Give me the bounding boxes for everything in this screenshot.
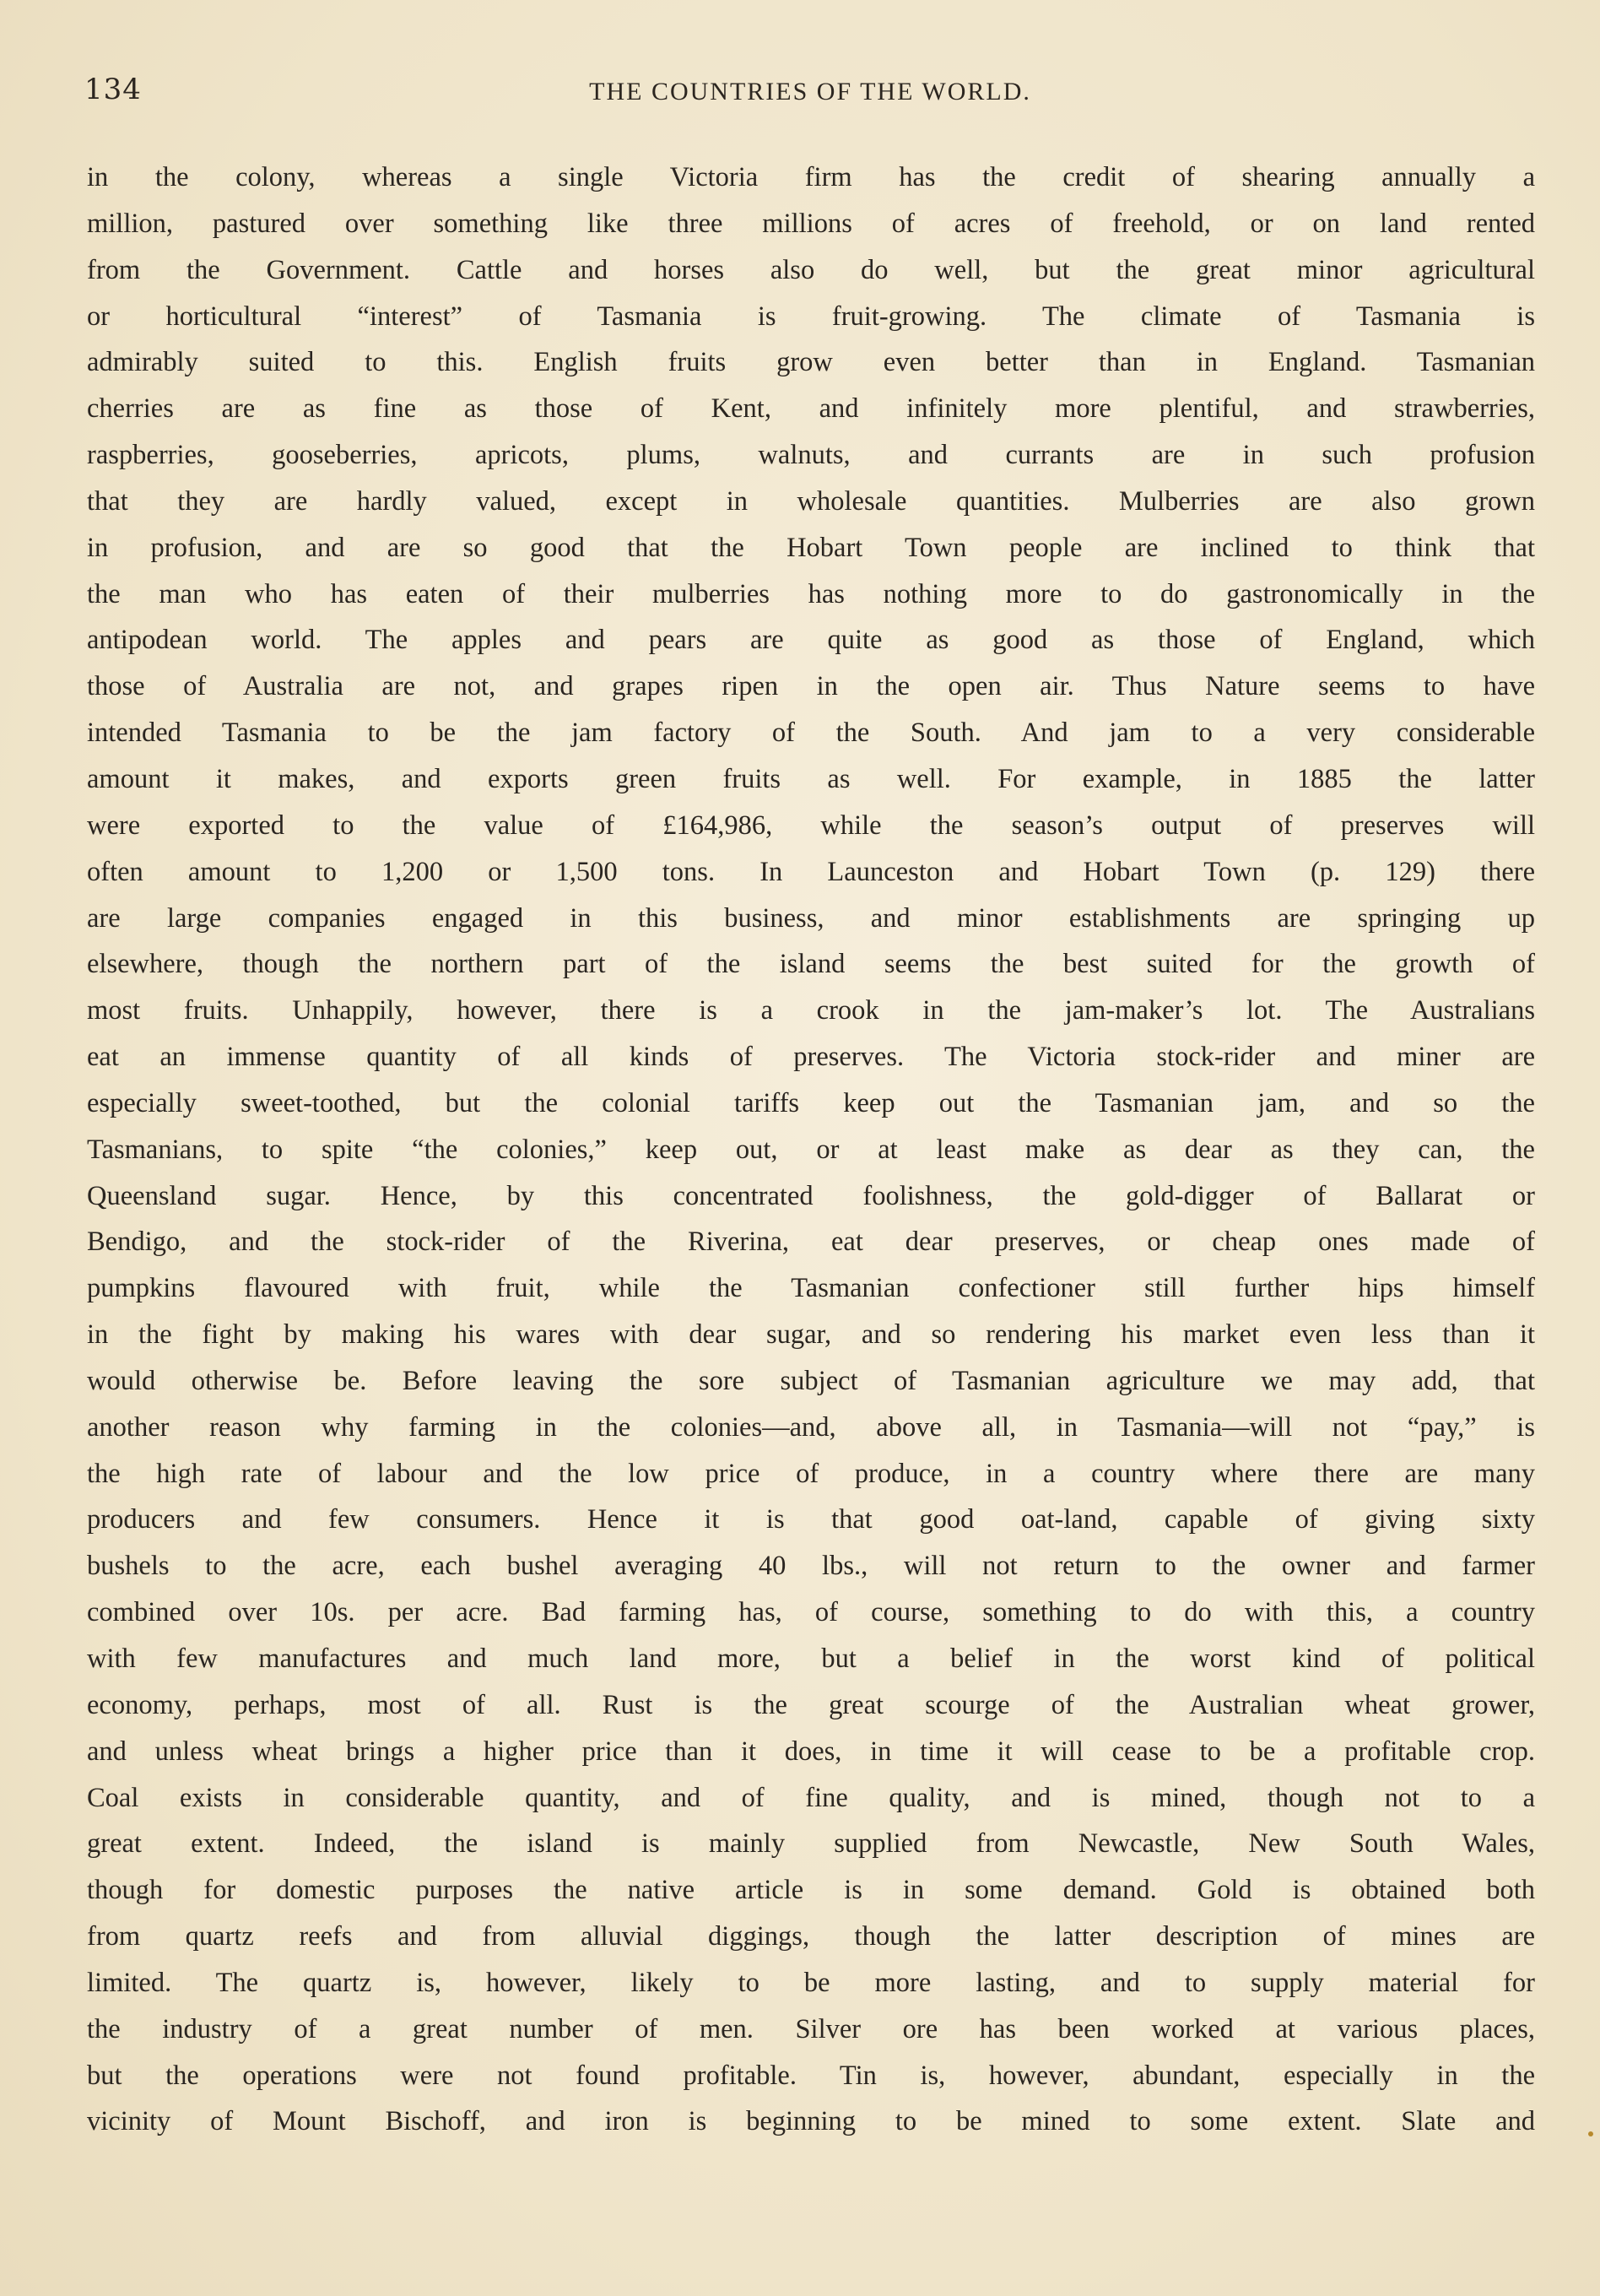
text-line: Coal exists in considerable quantity, and of fine quality, and is mined, though not to a — [87, 1782, 1535, 1813]
text-line: raspberries, gooseberries, apricots, plums, walnuts, and currants are in such profusion — [87, 440, 1535, 471]
page-header — [84, 73, 1536, 123]
text-line: with few manufactures and much land more, but a belief in the worst kind of political — [87, 1643, 1535, 1674]
text-line: Bendigo, and the stock-rider of the Riverina, eat dear preserves, or cheap ones made of — [87, 1227, 1535, 1258]
running-head: THE COUNTRIES OF THE WORLD. — [589, 78, 1031, 106]
paper-speck — [1588, 2131, 1593, 2136]
text-line: from quartz reefs and from alluvial diggings, though the latter description of mines are — [87, 1921, 1535, 1952]
text-line: economy, perhaps, most of all. Rust is the great scourge of the Australian wheat grower, — [87, 1689, 1535, 1720]
body-text — [87, 154, 1535, 2145]
text-line: pumpkins flavoured with fruit, while the Tasmanian confectioner still further hips himself — [87, 1273, 1535, 1304]
text-line: often amount to 1,200 or 1,500 tons. In Launceston and Hobart Town (p. 129) there — [87, 856, 1535, 887]
text-line: that they are hardly valued, except in wholesale quantities. Mulberries are also grown — [87, 485, 1535, 517]
text-line: elsewhere, though the northern part of the island seems the best suited for the growth of — [87, 949, 1535, 980]
page-number: 134 — [84, 73, 142, 106]
text-line: are large companies engaged in this business, and minor establishments are springing up — [87, 902, 1535, 934]
text-line: combined over 10s. per acre. Bad farming has, of course, something to do with this, a country — [87, 1597, 1535, 1628]
text-line: the man who has eaten of their mulberries has nothing more to do gastronomically in the — [87, 578, 1535, 609]
text-line: great extent. Indeed, the island is mainly supplied from Newcastle, New South Wales, — [87, 1828, 1535, 1860]
text-line: especially sweet-toothed, but the colonial tariffs keep out the Tasmanian jam, and so the — [87, 1087, 1535, 1118]
text-line: those of Australia are not, and grapes ripen in the open air. Thus Nature seems to have — [87, 671, 1535, 702]
text-line: another reason why farming in the colonies—and, above all, in Tasmania—will not “pay,” is — [87, 1411, 1535, 1443]
text-line: or horticultural “interest” of Tasmania is fruit-growing. The climate of Tasmania is — [87, 301, 1535, 332]
text-line: vicinity of Mount Bischoff, and iron is beginning to be mined to some extent. Slate and — [87, 2106, 1535, 2137]
text-line: cherries are as fine as those of Kent, and infinitely more plentiful, and strawberries, — [87, 393, 1535, 425]
text-line: limited. The quartz is, however, likely to be more lasting, and to supply material for — [87, 1967, 1535, 1998]
text-line: from the Government. Cattle and horses also do well, but the great minor agricultural — [87, 254, 1535, 285]
text-line: Tasmanians, to spite “the colonies,” keep out, or at least make as dear as they can, the — [87, 1134, 1535, 1165]
text-line: were exported to the value of £164,986, while the season’s output of preserves will — [87, 810, 1535, 841]
text-line: would otherwise be. Before leaving the sore subject of Tasmanian agriculture we may add, that — [87, 1365, 1535, 1396]
text-line: eat an immense quantity of all kinds of preserves. The Victoria stock-rider and miner are — [87, 1042, 1535, 1073]
text-line: Queensland sugar. Hence, by this concentrated foolishness, the gold-digger of Ballarat or — [87, 1180, 1535, 1211]
text-line: intended Tasmania to be the jam factory of the South. And jam to a very considerable — [87, 718, 1535, 749]
text-line: in the colony, whereas a single Victoria firm has the credit of shearing annually a — [87, 162, 1535, 192]
text-line: bushels to the acre, each bushel averaging 40 lbs., will not return to the owner and farmer — [87, 1551, 1535, 1582]
text-line: though for domestic purposes the native article is in some demand. Gold is obtained both — [87, 1875, 1535, 1906]
text-line: in the fight by making his wares with dear sugar, and so rendering his market even less than it — [87, 1319, 1535, 1351]
text-line: but the operations were not found profitable. Tin is, however, abundant, especially in the — [87, 2060, 1535, 2091]
text-line: million, pastured over something like three millions of acres of freehold, or on land rented — [87, 208, 1535, 239]
text-line: producers and few consumers. Hence it is that good oat-land, capable of giving sixty — [87, 1504, 1535, 1535]
text-line: antipodean world. The apples and pears are quite as good as those of England, which — [87, 625, 1535, 656]
text-line: amount it makes, and exports green fruits as well. For example, in 1885 the latter — [87, 763, 1535, 794]
text-line: and unless wheat brings a higher price than it does, in time it will cease to be a profitable crop. — [87, 1736, 1535, 1767]
text-line: the industry of a great number of men. Silver ore has been worked at various places, — [87, 2013, 1535, 2044]
text-line: admirably suited to this. English fruits grow even better than in England. Tasmanian — [87, 347, 1535, 378]
text-line: the high rate of labour and the low price of produce, in a country where there are many — [87, 1458, 1535, 1489]
text-line: most fruits. Unhappily, however, there is a crook in the jam-maker’s lot. The Australians — [87, 995, 1535, 1026]
text-line: in profusion, and are so good that the Hobart Town people are inclined to think that — [87, 532, 1535, 563]
